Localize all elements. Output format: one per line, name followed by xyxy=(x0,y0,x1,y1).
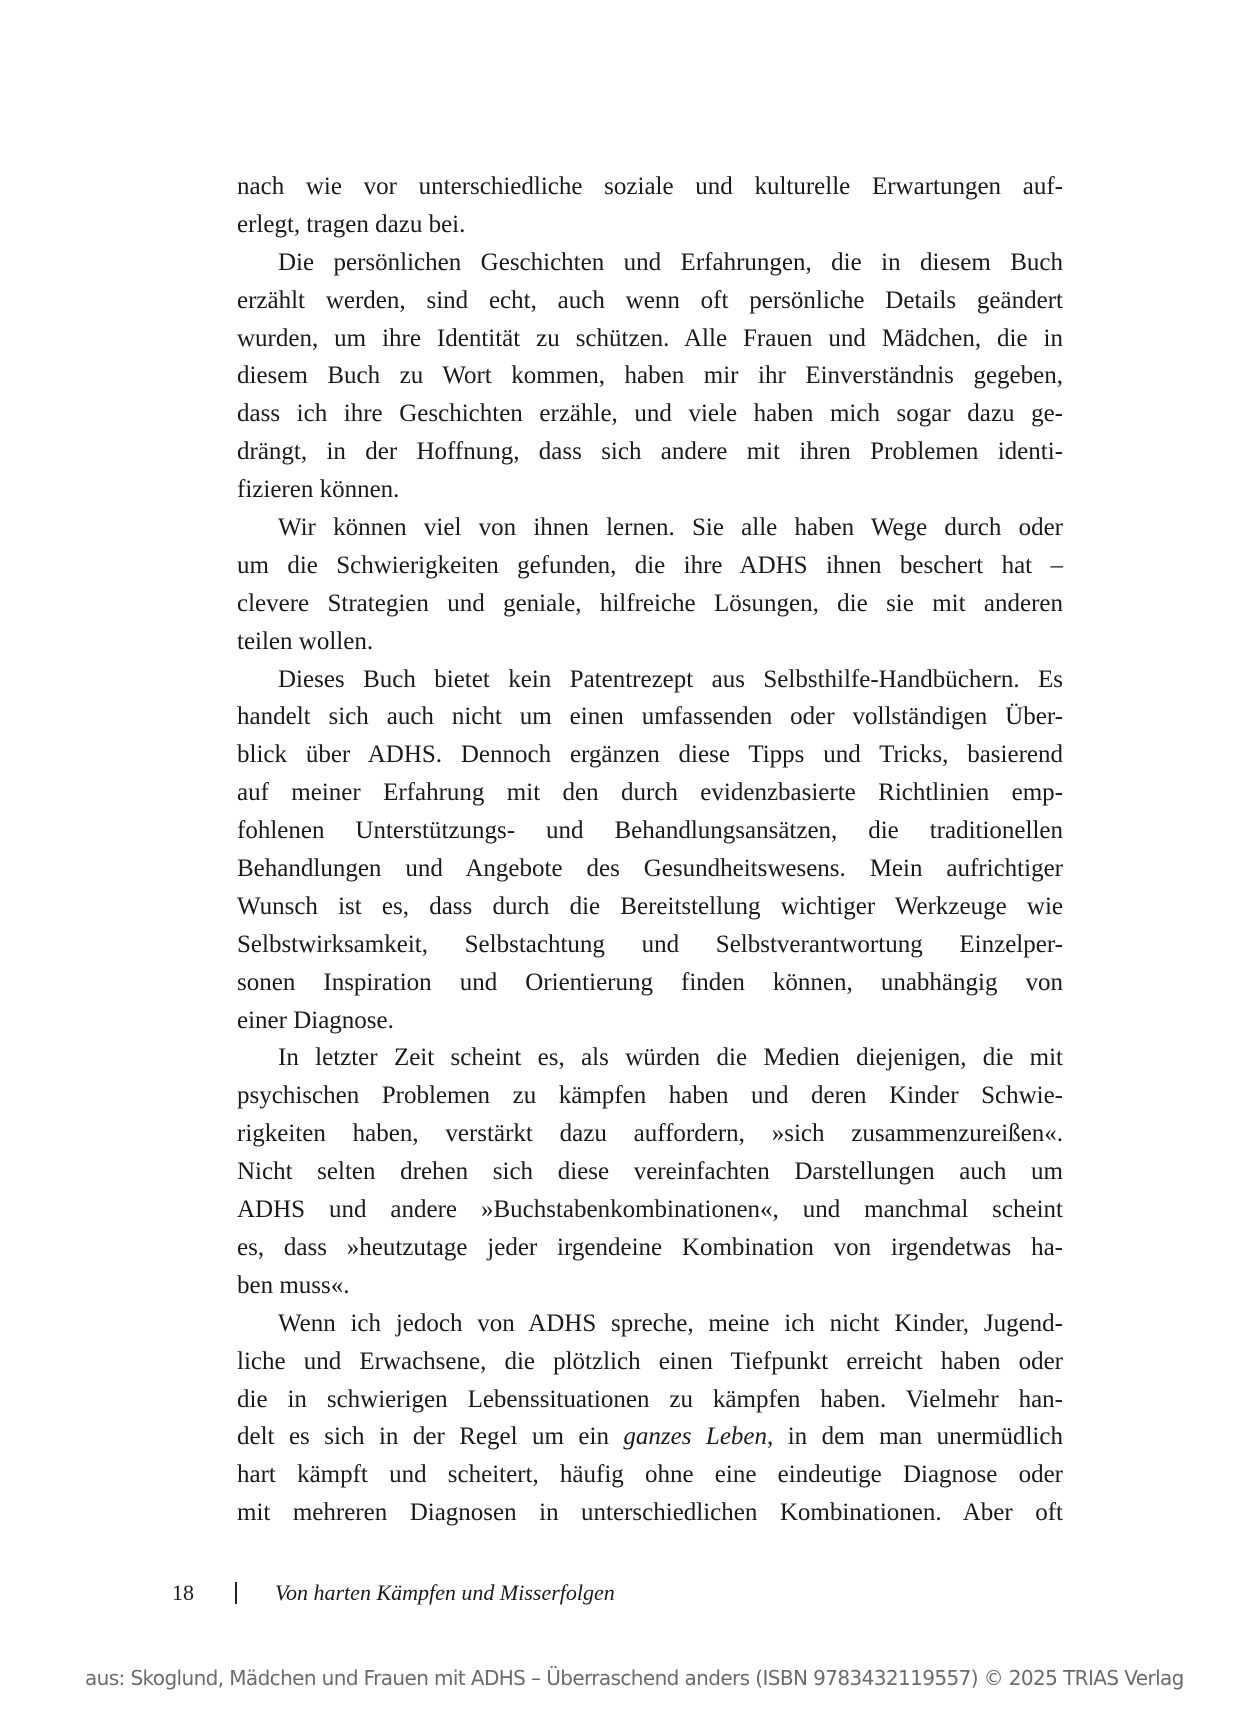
text-line: ADHS und andere »Buchstabenkombinationen«, und manchmal scheint xyxy=(237,1196,1063,1224)
text-line: auf meiner Erfahrung mit den durch evidenzbasierte Richtlinien emp- xyxy=(237,779,1063,807)
text-line: mit mehreren Diagnosen in unterschiedlichen Kombinationen. Aber oft xyxy=(237,1499,1063,1527)
text-line: Wenn ich jedoch von ADHS spreche, meine ich nicht Kinder, Jugend- xyxy=(278,1309,1063,1337)
text-line: Wir können viel von ihnen lernen. Sie alle haben Wege durch oder xyxy=(278,514,1063,542)
text-line: handelt sich auch nicht um einen umfassenden oder vollständigen Über- xyxy=(237,703,1063,731)
paragraph xyxy=(237,244,1063,509)
text-line: erzählt werden, sind echt, auch wenn oft persönliche Details geändert xyxy=(237,286,1063,314)
text-line: liche und Erwachsene, die plötzlich einen Tiefpunkt erreicht haben oder xyxy=(237,1347,1063,1375)
text-line: rigkeiten haben, verstärkt dazu auffordern, »sich zusammenzureißen«. xyxy=(237,1120,1063,1148)
copyright-notice: aus: Skoglund, Mädchen und Frauen mit ADHS – Überraschend anders (ISBN 9783432119557) © 2025 TRIAS Verlag xyxy=(85,1666,1184,1690)
text-line: diesem Buch zu Wort kommen, haben mir ihr Einverständnis gegeben, xyxy=(237,362,1063,390)
running-title: Von harten Kämpfen und Misserfolgen xyxy=(275,1580,615,1605)
text-line: Die persönlichen Geschichten und Erfahrungen, die in diesem Buch xyxy=(278,248,1063,276)
text-line: delt es sich in der Regel um ein ganzes Leben, in dem man unermüdlich xyxy=(237,1423,1063,1451)
text-line: Wunsch ist es, dass durch die Bereitstellung wichtiger Werkzeuge wie xyxy=(237,892,1063,920)
paragraph xyxy=(237,661,1063,1040)
text-line: dass ich ihre Geschichten erzähle, und viele haben mich sogar dazu ge- xyxy=(237,400,1063,428)
text-line: fizieren können. xyxy=(237,476,400,504)
text-line: erlegt, tragen dazu bei. xyxy=(237,210,466,238)
text-line: um die Schwierigkeiten gefunden, die ihre ADHS ihnen beschert hat – xyxy=(237,551,1063,579)
emphasis-text: ganzes Leben xyxy=(623,1423,768,1451)
text-line: nach wie vor unterschiedliche soziale und kulturelle Erwartungen auf- xyxy=(237,173,1063,200)
text-line: es, dass »heutzutage jeder irgendeine Kombination von irgendetwas ha- xyxy=(237,1233,1063,1261)
text-line: Selbstwirksamkeit, Selbstachtung und Selbstverantwortung Einzelper- xyxy=(237,930,1063,958)
text-line: einer Diagnose. xyxy=(237,1006,394,1034)
text-line: Dieses Buch bietet kein Patentrezept aus Selbsthilfe-Handbüchern. Es xyxy=(278,665,1063,693)
text-line: wurden, um ihre Identität zu schützen. Alle Frauen und Mädchen, die in xyxy=(237,324,1063,352)
text-line: Behandlungen und Angebote des Gesundheitswesens. Mein aufrichtiger xyxy=(237,855,1063,883)
footer-separator xyxy=(235,1582,237,1604)
text-line: die in schwierigen Lebenssituationen zu kämpfen haben. Vielmehr han- xyxy=(237,1385,1063,1413)
text-line: psychischen Problemen zu kämpfen haben und deren Kinder Schwie- xyxy=(237,1082,1063,1110)
text-line: ben muss«. xyxy=(237,1271,350,1299)
text-line: sonen Inspiration und Orientierung finden können, unabhängig von xyxy=(237,968,1063,996)
text-line: fohlenen Unterstützungs- und Behandlungsansätzen, die traditionellen xyxy=(237,817,1063,845)
page-footer xyxy=(0,1576,1260,1610)
text-line: clevere Strategien und geniale, hilfreiche Lösungen, die sie mit anderen xyxy=(237,589,1063,617)
text-line: drängt, in der Hoffnung, dass sich andere mit ihren Problemen identi- xyxy=(237,438,1063,466)
body-text xyxy=(237,168,1063,1532)
text-line: In letzter Zeit scheint es, als würden die Medien diejenigen, die mit xyxy=(278,1044,1063,1072)
text-line: teilen wollen. xyxy=(237,627,374,655)
page-number: 18 xyxy=(172,1580,194,1605)
paragraph xyxy=(237,1039,1063,1304)
paragraph xyxy=(237,168,1063,244)
paragraph xyxy=(237,1305,1063,1532)
paragraph xyxy=(237,509,1063,661)
text-line: blick über ADHS. Dennoch ergänzen diese Tipps und Tricks, basierend xyxy=(237,741,1063,769)
text-line: hart kämpft und scheitert, häufig ohne eine eindeutige Diagnose oder xyxy=(237,1461,1063,1489)
text-line: Nicht selten drehen sich diese vereinfachten Darstellungen auch um xyxy=(237,1158,1063,1186)
